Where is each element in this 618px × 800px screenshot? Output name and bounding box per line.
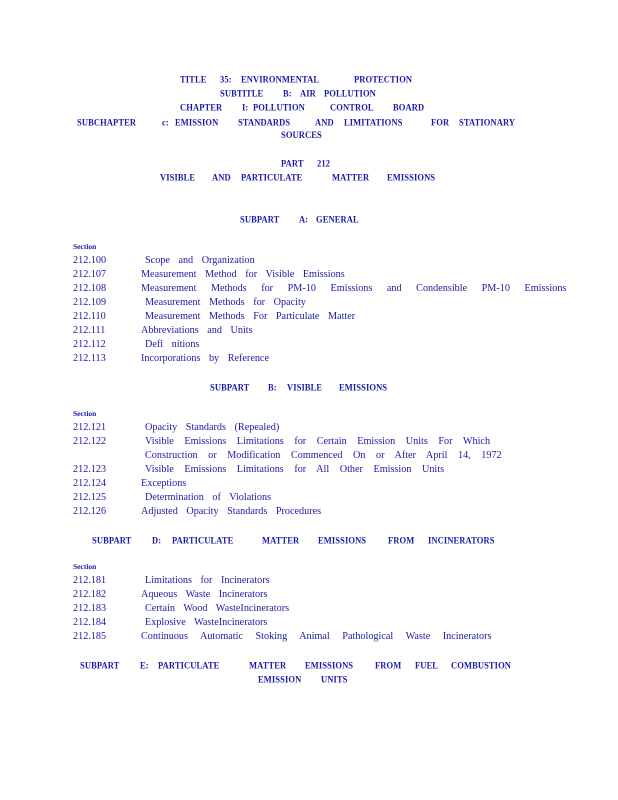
section-title: Exceptions [141, 478, 187, 489]
section-number: 212.124 [73, 478, 107, 489]
section-title: Opacity Standards (Repealed) [145, 422, 280, 433]
part-title-word: PARTICULATE [241, 172, 303, 183]
section-label: Section [73, 409, 97, 418]
subpart-word: SUBPART [240, 214, 280, 225]
section-label: Section [73, 242, 97, 251]
subpart-word: GENERAL [316, 214, 359, 225]
part-title-word: AND [212, 172, 231, 183]
section-number: 212.108 [73, 283, 107, 294]
subpart-word: FUEL [415, 660, 439, 671]
subpart-word: EMISSIONS [305, 660, 354, 671]
subpart-word: EMISSIONS [318, 535, 367, 546]
subpart-word: VISIBLE [287, 382, 323, 393]
section-number: 212.183 [73, 603, 107, 614]
section-title: Explosive WasteIncinerators [145, 617, 268, 628]
section-number: 212.182 [73, 589, 107, 600]
section-title: Certain Wood WasteIncinerators [145, 603, 290, 614]
section-title: Defi nitions [145, 339, 200, 350]
subpart-word: MATTER [262, 535, 300, 546]
subchapter-word: LIMITATIONS [344, 117, 403, 128]
sources-line [281, 130, 322, 141]
section-number: 212.181 [73, 575, 107, 586]
subchapter-word: STATIONARY [459, 117, 516, 128]
chapter-word: BOARD [393, 102, 425, 113]
title-word: 35: [220, 74, 232, 85]
section-title-continued: Construction or Modification Commenced On or After April 14, 1972 [145, 450, 502, 461]
part-title-word: VISIBLE [160, 172, 196, 183]
title-word: ENVIRONMENTAL [241, 74, 320, 85]
chapter-word: CHAPTER [180, 102, 223, 113]
chapter-word: I: [242, 102, 249, 113]
subchapter-word: c: [162, 117, 169, 128]
subpart-word: EMISSION [258, 674, 302, 685]
subpart-word: FROM [388, 535, 415, 546]
subpart-word: D: [152, 535, 162, 546]
section-title: Measurement Methods for Opacity [145, 297, 306, 308]
subchapter-word: SUBCHAPTER [77, 117, 137, 128]
subtitle-word: AIR [300, 88, 316, 99]
section-title: Visible Emissions Limitations for Certain Emission Units For Which [145, 436, 491, 447]
subpart-word: PARTICULATE [158, 660, 220, 671]
subpart-word: INCINERATORS [428, 535, 495, 546]
section-number: 212.111 [73, 325, 106, 336]
section-number: 212.113 [73, 353, 106, 364]
part-title-word: MATTER [332, 172, 370, 183]
chapter-word: CONTROL [330, 102, 374, 113]
section-title: Scope and Organization [145, 255, 255, 266]
section-number: 212.184 [73, 617, 107, 628]
chapter-word: POLLUTION [253, 102, 305, 113]
section-title: Continuous Automatic Stoking Animal Pathological Waste Incinerators [141, 631, 492, 642]
sources-word: SOURCES [281, 129, 322, 141]
section-title: Measurement Methods for PM-10 Emissions and Condensible PM-10 Emissions [141, 283, 567, 294]
subpart-word: B: [268, 382, 277, 393]
section-title: Measurement Methods For Particulate Matter [145, 311, 356, 322]
section-title: Abbreviations and Units [141, 325, 253, 336]
part-word: PART [281, 158, 304, 169]
subpart-word: SUBPART [80, 660, 120, 671]
subchapter-word: STANDARDS [238, 117, 291, 128]
part-title-word: EMISSIONS [387, 172, 436, 183]
section-number: 212.121 [73, 422, 107, 433]
section-number: 212.122 [73, 436, 107, 447]
section-title: Visible Emissions Limitations for All Other Emission Units [145, 464, 445, 475]
section-number: 212.126 [73, 506, 107, 517]
subpart-word: EMISSIONS [339, 382, 388, 393]
subpart-word: COMBUSTION [451, 660, 512, 671]
section-number: 212.110 [73, 311, 106, 322]
section-number: 212.100 [73, 255, 107, 266]
subpart-word: MATTER [249, 660, 287, 671]
section-title: Measurement Method for Visible Emissions [141, 269, 345, 280]
section-title: Adjusted Opacity Standards Procedures [141, 506, 322, 517]
subtitle-word: POLLUTION [324, 88, 376, 99]
section-title: Limitations for Incinerators [145, 575, 270, 586]
title-word: PROTECTION [354, 74, 413, 85]
subtitle-word: SUBTITLE [220, 88, 264, 99]
section-title: Aqueous Waste Incinerators [141, 589, 268, 600]
subpart-word: FROM [375, 660, 402, 671]
subpart-word: SUBPART [92, 535, 132, 546]
section-number: 212.109 [73, 297, 107, 308]
section-number: 212.123 [73, 464, 107, 475]
subchapter-word: EMISSION [175, 117, 219, 128]
section-label: Section [73, 562, 97, 571]
section-number: 212.185 [73, 631, 107, 642]
section-number: 212.107 [73, 269, 107, 280]
subpart-word: PARTICULATE [172, 535, 234, 546]
subpart-word: SUBPART [210, 382, 250, 393]
subpart-word: UNITS [321, 674, 348, 685]
part-word: 212 [317, 158, 331, 169]
section-title: Incorporations by Reference [141, 353, 269, 364]
section-number: 212.125 [73, 492, 107, 503]
subpart-word: E: [140, 660, 149, 671]
section-number: 212.112 [73, 339, 106, 350]
title-word: TITLE [180, 74, 207, 85]
section-title: Determination of Violations [145, 492, 272, 503]
subpart-word: A: [299, 214, 309, 225]
subtitle-word: B: [283, 88, 292, 99]
subchapter-word: AND [315, 117, 334, 128]
subchapter-word: FOR [431, 117, 450, 128]
